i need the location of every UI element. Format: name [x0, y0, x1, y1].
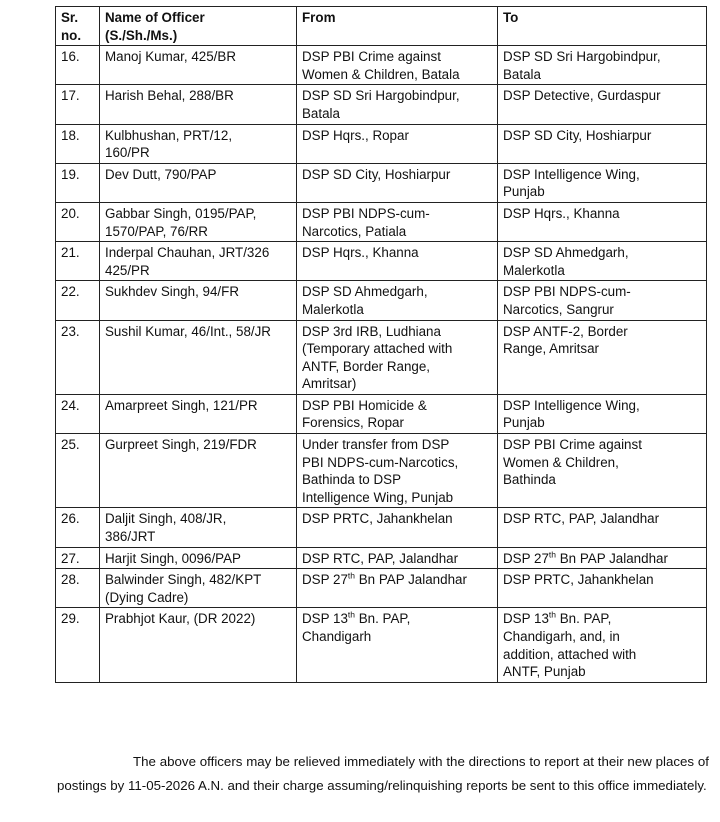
cell-to-posting: DSP Intelligence Wing, Punjab — [498, 163, 707, 202]
relieving-instruction-paragraph — [57, 750, 709, 797]
cell-officer-name: Sushil Kumar, 46/Int., 58/JR — [100, 320, 297, 394]
cell-sr-no: 24. — [56, 394, 100, 433]
postings-table — [55, 6, 707, 683]
cell-from-posting: DSP PBI Homicide & Forensics, Ropar — [297, 394, 498, 433]
cell-to-posting: DSP Detective, Gurdaspur — [498, 85, 707, 124]
header-sr-no: Sr. no. — [56, 7, 100, 46]
table-row — [56, 547, 707, 569]
cell-from-posting: Under transfer from DSP PBI NDPS-cum-Narcotics, Bathinda to DSP Intelligence Wing, Punjab — [297, 434, 498, 508]
cell-to-posting: DSP PRTC, Jahankhelan — [498, 569, 707, 608]
cell-to-posting: DSP 27th Bn PAP Jalandhar — [498, 547, 707, 569]
cell-to-posting: DSP ANTF-2, Border Range, Amritsar — [498, 320, 707, 394]
cell-officer-name: Inderpal Chauhan, JRT/326 425/PR — [100, 242, 297, 281]
table-row — [56, 46, 707, 85]
table-body — [56, 46, 707, 683]
cell-sr-no: 28. — [56, 569, 100, 608]
cell-officer-name: Manoj Kumar, 425/BR — [100, 46, 297, 85]
cell-from-posting: DSP SD Ahmedgarh, Malerkotla — [297, 281, 498, 320]
cell-to-posting: DSP PBI Crime against Women & Children, Bathinda — [498, 434, 707, 508]
header-to: To — [498, 7, 707, 46]
table-row — [56, 320, 707, 394]
header-from: From — [297, 7, 498, 46]
cell-officer-name: Gurpreet Singh, 219/FDR — [100, 434, 297, 508]
cell-officer-name: Sukhdev Singh, 94/FR — [100, 281, 297, 320]
cell-to-posting: DSP Hqrs., Khanna — [498, 202, 707, 241]
table-row — [56, 569, 707, 608]
cell-sr-no: 21. — [56, 242, 100, 281]
cell-from-posting: DSP PRTC, Jahankhelan — [297, 508, 498, 547]
cell-to-posting: DSP RTC, PAP, Jalandhar — [498, 508, 707, 547]
cell-sr-no: 25. — [56, 434, 100, 508]
cell-to-posting: DSP PBI NDPS-cum- Narcotics, Sangrur — [498, 281, 707, 320]
table-row — [56, 434, 707, 508]
table-row — [56, 202, 707, 241]
table-row — [56, 85, 707, 124]
cell-to-posting: DSP SD Ahmedgarh, Malerkotla — [498, 242, 707, 281]
cell-from-posting: DSP SD Sri Hargobindpur, Batala — [297, 85, 498, 124]
table-header-row — [56, 7, 707, 46]
cell-to-posting: DSP SD Sri Hargobindpur, Batala — [498, 46, 707, 85]
cell-sr-no: 17. — [56, 85, 100, 124]
header-name-of-officer: Name of Officer (S./Sh./Ms.) — [100, 7, 297, 46]
cell-to-posting: DSP SD City, Hoshiarpur — [498, 124, 707, 163]
cell-to-posting: DSP Intelligence Wing, Punjab — [498, 394, 707, 433]
cell-sr-no: 29. — [56, 608, 100, 682]
cell-sr-no: 20. — [56, 202, 100, 241]
cell-from-posting: DSP 27th Bn PAP Jalandhar — [297, 569, 498, 608]
cell-sr-no: 26. — [56, 508, 100, 547]
cell-sr-no: 16. — [56, 46, 100, 85]
cell-sr-no: 27. — [56, 547, 100, 569]
cell-from-posting: DSP 3rd IRB, Ludhiana (Temporary attached with ANTF, Border Range, Amritsar) — [297, 320, 498, 394]
cell-from-posting: DSP Hqrs., Ropar — [297, 124, 498, 163]
table-row — [56, 508, 707, 547]
table-row — [56, 242, 707, 281]
cell-officer-name: Kulbhushan, PRT/12, 160/PR — [100, 124, 297, 163]
table-row — [56, 394, 707, 433]
cell-officer-name: Amarpreet Singh, 121/PR — [100, 394, 297, 433]
cell-from-posting: DSP Hqrs., Khanna — [297, 242, 498, 281]
cell-officer-name: Harjit Singh, 0096/PAP — [100, 547, 297, 569]
cell-officer-name: Balwinder Singh, 482/KPT (Dying Cadre) — [100, 569, 297, 608]
table-row — [56, 281, 707, 320]
cell-to-posting: DSP 13th Bn. PAP, Chandigarh, and, in addition, attached with ANTF, Punjab — [498, 608, 707, 682]
table-row — [56, 124, 707, 163]
cell-officer-name: Gabbar Singh, 0195/PAP, 1570/PAP, 76/RR — [100, 202, 297, 241]
cell-sr-no: 23. — [56, 320, 100, 394]
table-row — [56, 608, 707, 682]
cell-officer-name: Harish Behal, 288/BR — [100, 85, 297, 124]
cell-from-posting: DSP 13th Bn. PAP, Chandigarh — [297, 608, 498, 682]
cell-sr-no: 18. — [56, 124, 100, 163]
cell-sr-no: 19. — [56, 163, 100, 202]
relieving-instruction-text: The above officers may be relieved immediately with the directions to report at their new places of postings by 11-05-2026 A.N. and their charge assuming/relinquishing reports be sent to this office immediately. — [57, 754, 709, 793]
cell-from-posting: DSP SD City, Hoshiarpur — [297, 163, 498, 202]
cell-sr-no: 22. — [56, 281, 100, 320]
table-row — [56, 163, 707, 202]
cell-from-posting: DSP RTC, PAP, Jalandhar — [297, 547, 498, 569]
cell-officer-name: Prabhjot Kaur, (DR 2022) — [100, 608, 297, 682]
cell-officer-name: Dev Dutt, 790/PAP — [100, 163, 297, 202]
cell-from-posting: DSP PBI Crime against Women & Children, Batala — [297, 46, 498, 85]
cell-from-posting: DSP PBI NDPS-cum- Narcotics, Patiala — [297, 202, 498, 241]
cell-officer-name: Daljit Singh, 408/JR, 386/JRT — [100, 508, 297, 547]
